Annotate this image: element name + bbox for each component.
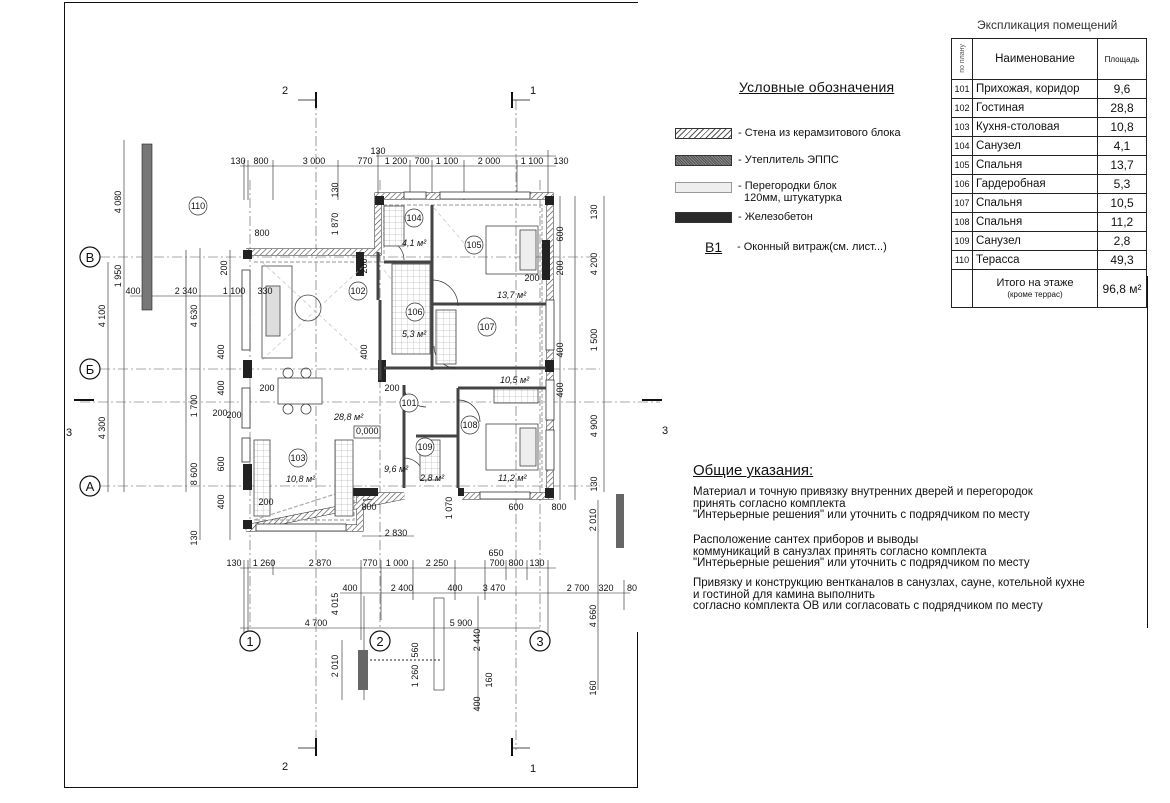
row-name: Терасса (973, 251, 1098, 270)
dim-b2-4: 2 700 (566, 583, 590, 593)
row-num: 104 (952, 137, 973, 156)
dim-left-4: 1 700 (189, 394, 199, 418)
row-area: 11,2 (1098, 213, 1147, 232)
dim-misc-15: 800 (551, 502, 567, 512)
dim-lr-0: 400 (125, 286, 141, 296)
dim-right-0: 130 (589, 204, 599, 220)
room-tag-110: 110 (190, 201, 206, 211)
note-2 (693, 535, 1143, 570)
partition-swatch-icon (675, 182, 732, 193)
dim-lr-1: 2 340 (174, 286, 198, 296)
dim-right-4: 1 500 (589, 328, 599, 352)
hatch-swatch-icon (675, 128, 732, 139)
dim-top-130: 130 (370, 146, 386, 156)
dim-lr-3: 330 (257, 286, 273, 296)
level-mark: 0,000 (356, 426, 379, 436)
legend-label: - Железобетон (738, 211, 813, 223)
dim-top-3: 770 (357, 156, 373, 166)
dim-inner-1: 200 (384, 383, 400, 393)
dim-left-10: 400 (216, 380, 226, 396)
dims-right (555, 204, 599, 491)
dim-inner-3: 200 (524, 273, 540, 283)
dim-right-3: 4 200 (589, 252, 599, 276)
legend-item-epps (675, 153, 839, 167)
dim-left-16: 130 (330, 182, 340, 198)
row-area: 5,3 (1098, 175, 1147, 194)
row-area: 10,5 (1098, 194, 1147, 213)
dim-left-1: 1 950 (113, 264, 123, 288)
row-name: Кухня-столовая (973, 118, 1098, 137)
note-line: "Интерьерные решения" или уточнить с подрядчиком по месту (693, 509, 1030, 521)
dim-top-2: 3 000 (302, 156, 326, 166)
cut-label-2-bottom: 2 (282, 761, 289, 773)
row-area: 9,6 (1098, 80, 1147, 99)
dim-b1-3: 770 (362, 558, 378, 568)
room-tag-109: 109 (417, 442, 433, 452)
window-tag-text: - Оконный витраж(см. лист...) (737, 241, 887, 253)
table-row (952, 137, 1147, 156)
explication-title: Экспликация помещений (977, 18, 1118, 32)
dim-misc-2: 1 070 (444, 496, 454, 520)
row-num: 102 (952, 99, 973, 118)
dim-top-9: 130 (553, 156, 569, 166)
dim-left-12: 200 (226, 410, 242, 420)
dim-b1-2: 2 870 (308, 558, 332, 568)
dim-b2-1: 2 400 (390, 583, 414, 593)
dim-b2-2: 400 (447, 583, 463, 593)
total-label (973, 270, 1098, 308)
dim-misc-13: 4 660 (588, 604, 598, 628)
dim-left-14: 200 (258, 497, 274, 507)
insulation-swatch-icon (675, 155, 732, 166)
total-sub: (кроме террас) (1007, 289, 1063, 299)
axis-label-b: Б (85, 362, 95, 377)
dim-left-5: 4 300 (97, 416, 107, 440)
area-107: 10,5 м² (500, 375, 530, 385)
row-num: 109 (952, 232, 973, 251)
concrete-swatch-icon (675, 212, 732, 223)
row-area: 10,8 (1098, 118, 1147, 137)
dim-top-1: 800 (253, 156, 269, 166)
dim-misc-12: 2 010 (588, 508, 598, 532)
dim-b2-5: 320 (598, 583, 614, 593)
row-name: Прихожая, коридор (973, 80, 1098, 99)
dim-misc-11: 2 010 (330, 654, 340, 678)
table-total-row (952, 270, 1147, 308)
dim-left-17: 800 (254, 228, 270, 238)
row-num: 103 (952, 118, 973, 137)
dim-misc-0: 2 830 (384, 528, 408, 538)
area-105: 13,7 м² (497, 290, 527, 300)
dim-left-15: 1 870 (330, 212, 340, 236)
dim-right-2: 200 (555, 260, 565, 276)
note-line: "Интерьерные решения" или уточнить с подрядчиком по месту (693, 557, 1030, 569)
legend-item-partition (675, 180, 842, 206)
row-num: 110 (952, 251, 973, 270)
dim-misc-14: 160 (588, 680, 598, 696)
table-row (952, 194, 1147, 213)
note-line: коммуникаций в санузлах принять согласно комплекта (693, 545, 987, 558)
dim-b1-0: 130 (226, 558, 242, 568)
row-num: 106 (952, 175, 973, 194)
row-num: 105 (952, 156, 973, 175)
dim-left-6: 8 600 (189, 462, 199, 486)
area-103: 10,8 м² (286, 474, 316, 484)
explication-table (951, 38, 1147, 308)
legend-title: Условные обозначения (739, 79, 895, 95)
cut-label-3-right: 3 (662, 425, 669, 437)
note-line: и гостиной для камина выполнить (693, 588, 876, 601)
dim-right-7: 4 900 (589, 414, 599, 438)
legend-label: - Перегородки блок (738, 180, 837, 192)
row-name: Гардеробная (973, 175, 1098, 194)
dim-left-9: 400 (216, 344, 226, 360)
dim-top-0: 130 (230, 156, 246, 166)
axis-label-2: 2 (376, 634, 384, 649)
row-area: 49,3 (1098, 251, 1147, 270)
dim-b1-8: 130 (529, 558, 545, 568)
axis-lines (80, 100, 660, 750)
cut-label-3-left: 3 (66, 427, 73, 439)
dim-misc-1: 650 (488, 548, 504, 558)
dims-vertical-bottom (330, 497, 598, 712)
area-109: 2,8 м² (420, 473, 445, 483)
header-name: Наименование (973, 39, 1098, 80)
row-name: Спальня (973, 156, 1098, 175)
dim-misc-3: 600 (508, 502, 524, 512)
dim-misc-7: 160 (484, 672, 494, 688)
dim-inner-2: 400 (359, 344, 369, 360)
dim-left-0: 4 080 (113, 190, 123, 214)
dim-top-7: 2 000 (477, 156, 501, 166)
room-tag-106: 106 (407, 307, 423, 317)
total-num-cell (952, 270, 973, 308)
table-row (952, 80, 1147, 99)
area-104: 4,1 м² (402, 238, 427, 248)
dim-right-5: 400 (555, 342, 565, 358)
total-area: 96,8 м² (1098, 270, 1147, 308)
cut-label-1-top: 1 (530, 85, 537, 97)
row-num: 108 (952, 213, 973, 232)
dim-inner-0: 200 (259, 383, 275, 393)
dim-lr-2: 1 100 (222, 286, 246, 296)
row-area: 28,8 (1098, 99, 1147, 118)
axis-label-v: В (85, 250, 95, 265)
notes-title: Общие указания: (693, 462, 814, 479)
dim-b1-5: 2 250 (425, 558, 449, 568)
area-102: 28,8 м² (334, 412, 364, 422)
row-area: 4,1 (1098, 137, 1147, 156)
cut-label-2-top: 2 (282, 85, 289, 97)
dim-misc-4: 800 (361, 502, 377, 512)
legend-label-line2: 120мм, штукатурка (744, 192, 842, 204)
dim-b1-4: 1 000 (385, 558, 409, 568)
row-area: 2,8 (1098, 232, 1147, 251)
table-row (952, 99, 1147, 118)
dim-left-8: 200 (219, 260, 229, 276)
dims-left (97, 182, 340, 545)
note-line: Материал и точную привязку внутренних дверей и перегородок (693, 486, 1033, 498)
dim-b2-0: 400 (342, 583, 358, 593)
dim-left-2: 4 100 (97, 304, 107, 328)
row-name: Гостиная (973, 99, 1098, 118)
table-row (952, 118, 1147, 137)
area-106: 5,3 м² (402, 329, 427, 339)
dim-right-6: 400 (555, 382, 565, 398)
note-line: Привязку и конструкцию вентканалов в санузлах, сауне, котельной кухне (693, 577, 1085, 589)
row-name: Санузел (973, 137, 1098, 156)
room-tag-102: 102 (350, 286, 366, 296)
total-name: Итого на этаже (996, 276, 1074, 289)
table-row (952, 156, 1147, 175)
table-row (952, 232, 1147, 251)
axis-label-a: А (85, 479, 95, 494)
dim-top-5: 700 (414, 156, 430, 166)
note-line: согласно комплекта ОВ или согласовать с подрядчиком по месту (693, 600, 1043, 612)
table-row (952, 251, 1147, 270)
table-row (952, 213, 1147, 232)
dim-total-0: 4 700 (304, 618, 328, 628)
dim-misc-9: 1 260 (410, 664, 420, 688)
row-name: Санузел (973, 232, 1098, 251)
dim-inner-4: 200 (212, 408, 228, 418)
legend-item-ceramsite-wall (675, 126, 901, 140)
dim-b1-7: 800 (508, 558, 524, 568)
table-header-row (952, 39, 1147, 80)
dim-b2-3: 3 470 (482, 583, 506, 593)
row-name: Спальня (973, 194, 1098, 213)
note-1 (693, 487, 1143, 522)
dim-left-11: 400 (216, 494, 226, 510)
row-area: 13,7 (1098, 156, 1147, 175)
row-num: 107 (952, 194, 973, 213)
legend-item-concrete (675, 210, 813, 224)
cut-label-1-bottom: 1 (530, 763, 537, 775)
dim-top-4: 1 200 (384, 156, 408, 166)
dim-top-6: 1 100 (435, 156, 459, 166)
dim-b1-6: 700 (489, 558, 505, 568)
row-num: 101 (952, 80, 973, 99)
room-tag-105: 105 (466, 240, 482, 250)
room-tag-103: 103 (290, 453, 306, 463)
dim-misc-10: 560 (410, 642, 420, 658)
dim-left-7: 130 (189, 530, 199, 546)
header-area: Площадь (1098, 39, 1147, 80)
axis-label-3: 3 (536, 634, 544, 649)
dim-misc-8: 400 (472, 696, 482, 712)
note-line: Расположение сантех приборов и выводы (693, 534, 919, 546)
header-num: по плану (952, 39, 973, 80)
area-101: 9,6 м² (384, 464, 409, 474)
row-name: Спальня (973, 213, 1098, 232)
dim-b2-6: 80 (626, 583, 638, 593)
legend-label: - Утеплитель ЭППС (738, 154, 839, 166)
dim-inner-5: 200 (359, 258, 369, 274)
dim-right-1: 600 (555, 226, 565, 242)
dim-right-8: 130 (589, 476, 599, 492)
dims-inner (212, 258, 539, 418)
dim-misc-5: 4 015 (330, 592, 340, 616)
area-108: 11,2 м² (498, 473, 527, 483)
legend-label: - Стена из керамзитового блока (738, 127, 901, 139)
dim-total-1: 5 900 (449, 618, 473, 628)
room-tag-101: 101 (401, 398, 417, 408)
room-tag-104: 104 (406, 213, 422, 223)
dim-left-3: 4 630 (189, 304, 199, 328)
sheet-right-edge (1147, 276, 1148, 628)
dim-left-13: 600 (216, 456, 226, 472)
note-3 (693, 578, 1143, 613)
dim-top-8: 1 100 (520, 156, 544, 166)
table-row (952, 175, 1147, 194)
room-tag-107: 107 (479, 322, 495, 332)
window-tag: B1 (705, 239, 723, 255)
axis-label-1: 1 (246, 634, 254, 649)
room-tag-108: 108 (462, 420, 478, 430)
dim-misc-6: 2 440 (472, 628, 482, 652)
dim-b1-1: 1 260 (252, 558, 276, 568)
note-line: принять согласно комплекта (693, 497, 846, 510)
